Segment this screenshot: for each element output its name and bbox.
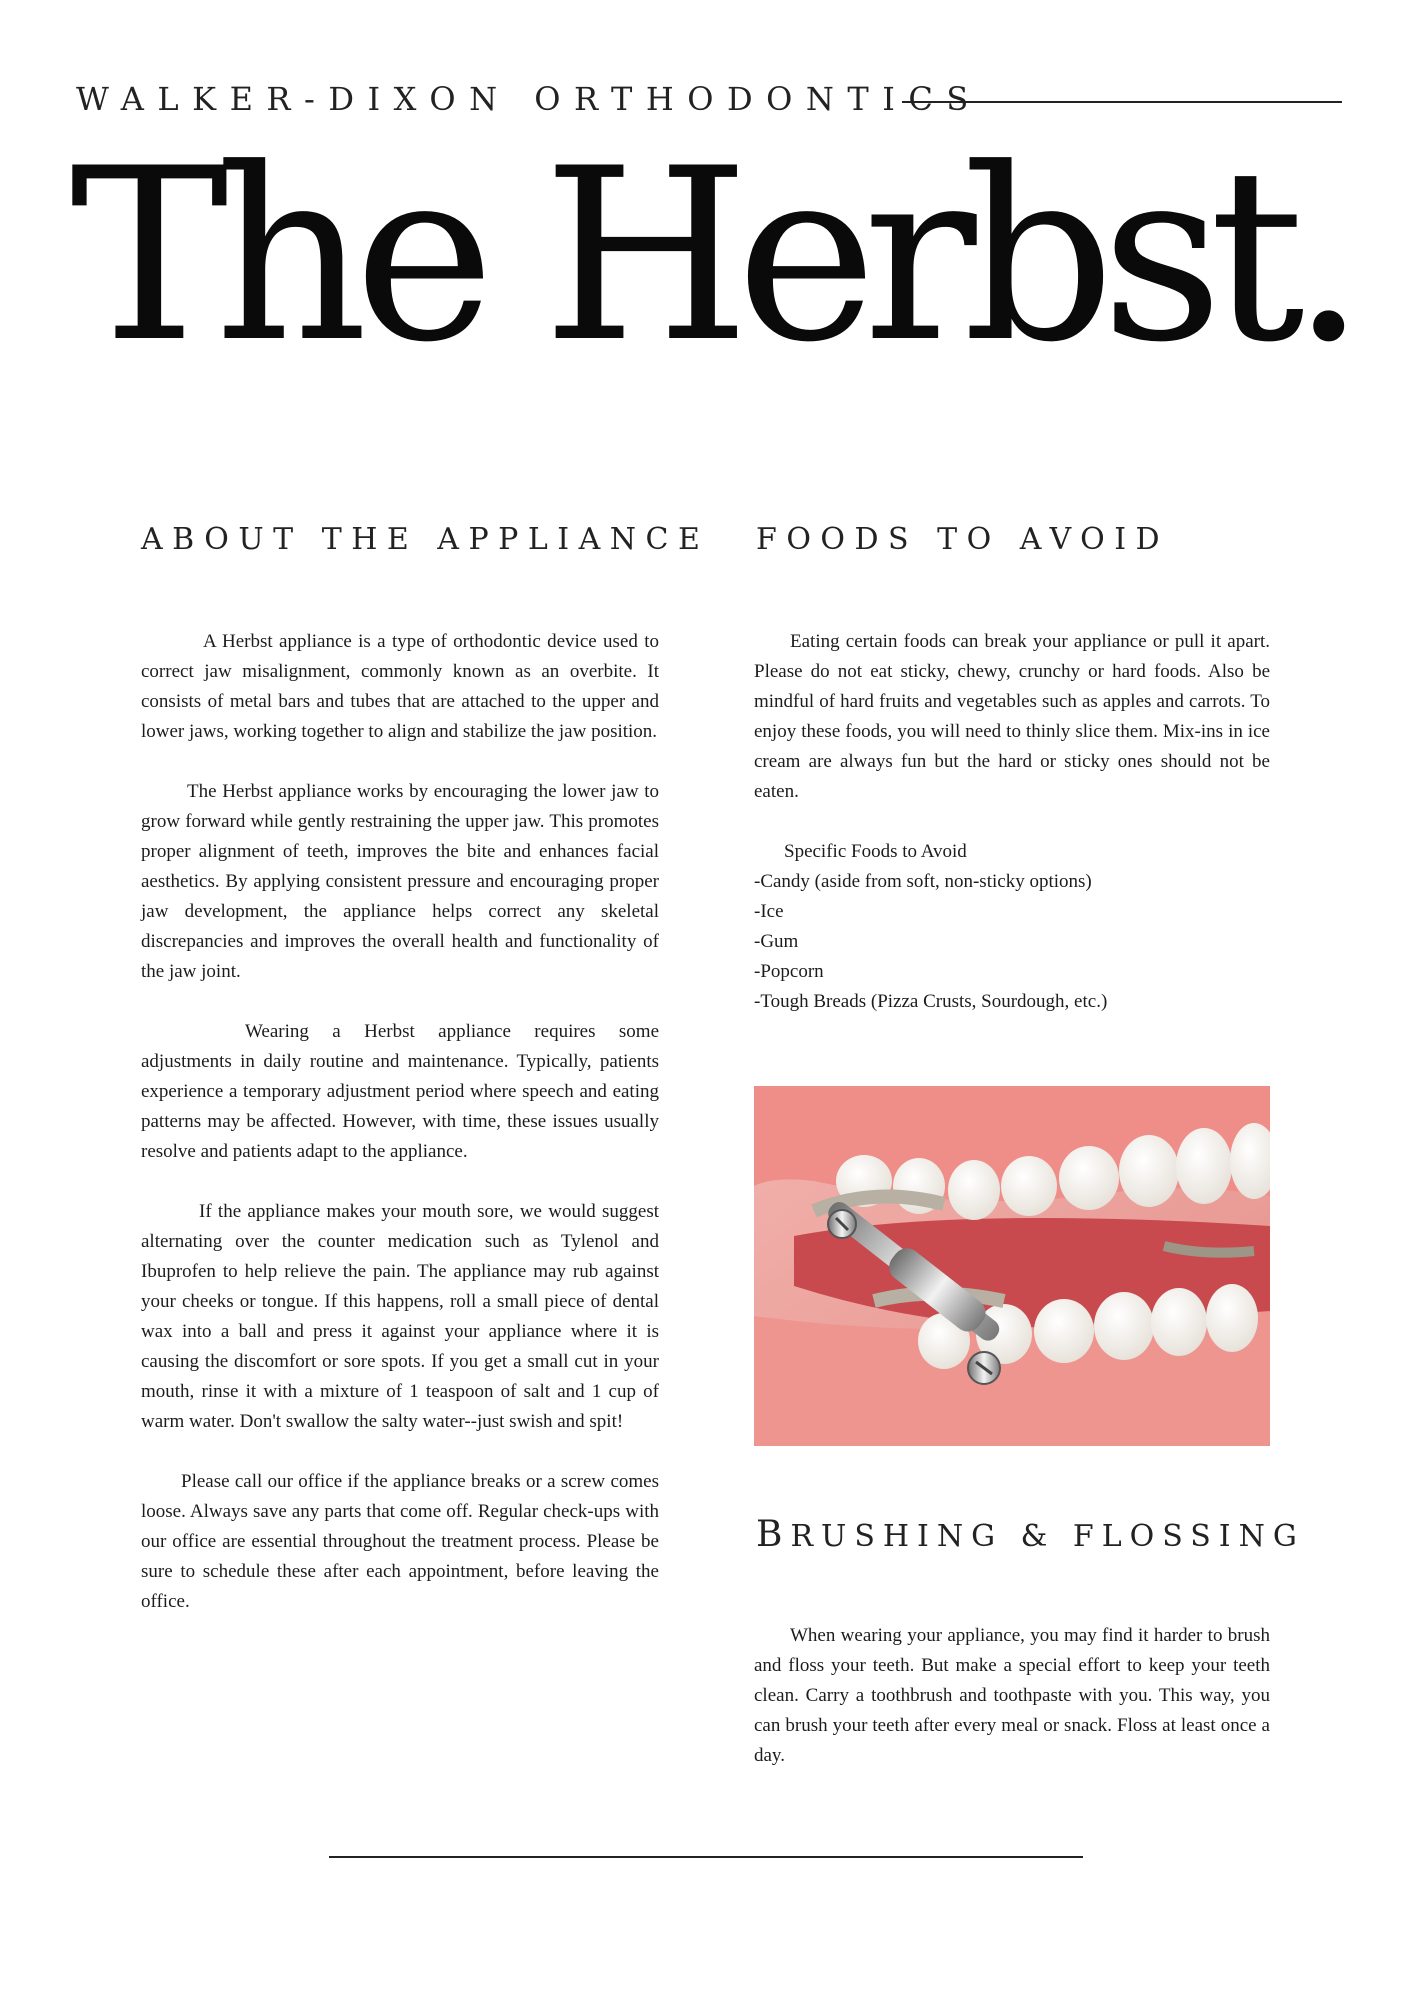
- herbst-appliance-photo: [754, 1086, 1270, 1446]
- foods-list: [754, 867, 1270, 1017]
- brushing-heading-rest: RUSHING & FLOSSING: [790, 1519, 1305, 1554]
- foods-heading: FOODS TO AVOID: [756, 522, 1170, 557]
- footer-divider: [329, 1856, 1083, 1858]
- about-paragraph-2: The Herbst appliance works by encouraging the lower jaw to grow forward while gently restraining the upper jaw. This promotes proper alignment of teeth, improves the bite and enhances facial aesthetics. By applying consistent pressure and encouraging proper jaw development, the appliance helps correct any skeletal discrepancies and improves the overall health and functionality of the jaw joint.: [141, 781, 659, 982]
- brushing-paragraph: When wearing your appliance, you may find it harder to brush and floss your teeth. But make a special effort to keep your teeth clean. Carry a toothbrush and toothpaste with you. This way, you can brush your teeth after every meal or snack. Floss at least once a day.: [754, 1625, 1270, 1766]
- about-paragraph-5: Please call our office if the appliance breaks or a screw comes loose. Always save any parts that come off. Regular check-ups with our office are essential throughout the treatment process. Please be sure to schedule these after each appointment, before leaving the office.: [141, 1471, 659, 1612]
- about-heading: ABOUT THE APPLIANCE: [141, 522, 710, 557]
- list-item: -Candy (aside from soft, non-sticky options): [754, 871, 1092, 892]
- page-title: The Herbst.: [70, 118, 1353, 395]
- foods-intro: Eating certain foods can break your appliance or pull it apart. Please do not eat sticky, chewy, crunchy or hard foods. Also be mindful of hard fruits and vegetables such as apples and carrots. To enjoy these foods, you will need to thinly slice them. Mix-ins in ice cream are always fun but the hard or sticky ones should not be eaten.: [754, 631, 1270, 802]
- list-item: -Popcorn: [754, 961, 824, 982]
- foods-section: [754, 627, 1270, 1017]
- foods-list-title: Specific Foods to Avoid: [784, 841, 967, 862]
- brushing-heading: [756, 1514, 1305, 1555]
- about-paragraph-4: If the appliance makes your mouth sore, we would suggest alternating over the counter medication such as Tylenol and Ibuprofen to help relieve the pain. The appliance may rub against your cheeks or tongue. If this happens, roll a small piece of dental wax into a ball and press it against your appliance where it is causing the discomfort or sore spots. If you get a small cut in your mouth, rinse it with a mixture of 1 teaspoon of salt and 1 cup of warm water. Don't swallow the salty water--just swish and spit!: [141, 1201, 659, 1432]
- about-paragraph-3: Wearing a Herbst appliance requires some adjustments in daily routine and maintenance. Typically, patients experience a temporary adjustment period where speech and eating patterns may be affected. However, with time, these issues usually resolve and patients adapt to the appliance.: [141, 1021, 659, 1162]
- list-item: -Gum: [754, 931, 799, 952]
- brushing-heading-initial: B: [756, 1514, 791, 1555]
- about-section: [141, 627, 659, 1647]
- list-item: -Tough Breads (Pizza Crusts, Sourdough, etc.): [754, 991, 1108, 1012]
- header-divider: [902, 101, 1342, 103]
- about-paragraph-1: A Herbst appliance is a type of orthodontic device used to correct jaw misalignment, commonly known as an overbite. It consists of metal bars and tubes that are attached to the upper and lower jaws, working together to align and stabilize the jaw position.: [141, 631, 659, 742]
- list-item: -Ice: [754, 901, 784, 922]
- brand-name: WALKER-DIXON ORTHODONTICS: [76, 80, 982, 118]
- brushing-section: [754, 1621, 1270, 1801]
